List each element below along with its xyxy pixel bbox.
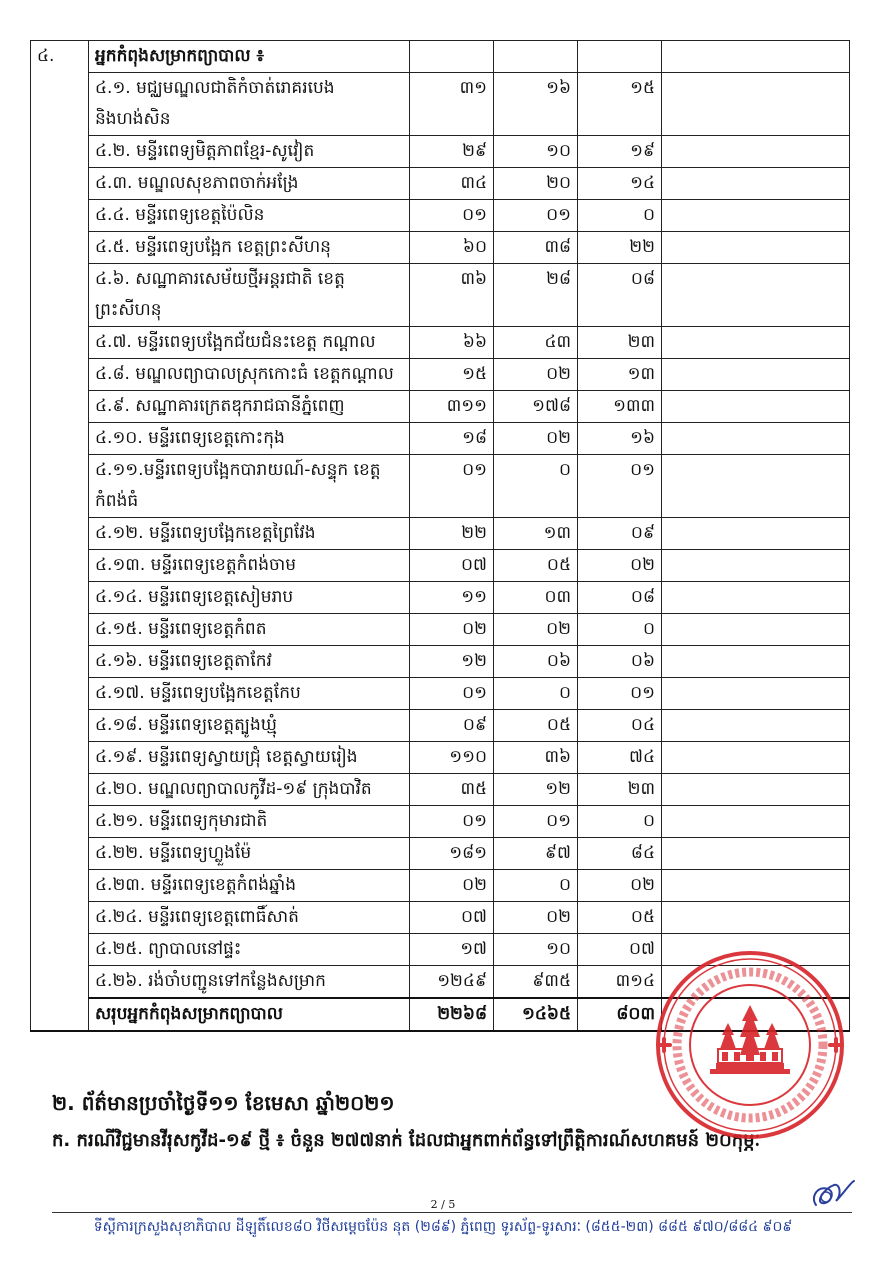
row-label: ៤.២៤. មន្ទីរពេទ្យខេត្តពោធិ៍សាត់: [89, 902, 410, 934]
table-row: [31, 582, 850, 614]
section-number: ៤.: [31, 41, 89, 73]
row-label: ៤.២. មន្ទីរពេទ្យមិត្តភាពខ្មែរ-សូវៀត: [89, 136, 410, 168]
row-label: ៤.១៣. មន្ទីរពេទ្យខេត្តកំពង់ចាម: [89, 550, 410, 582]
value-male: ៩៧: [494, 838, 578, 870]
index-cell: [31, 391, 89, 423]
value-male: ១៣: [494, 518, 578, 550]
value-male: ០៣: [494, 582, 578, 614]
empty-cell: [662, 232, 850, 264]
value-male: ៩៣៥: [494, 966, 578, 999]
row-label: ៤.២២. មន្ទីរពេទ្យហ្លួងម៉ែ: [89, 838, 410, 870]
value-male: ០១: [494, 806, 578, 838]
table-row: [31, 327, 850, 359]
value-total: ១៨១: [410, 838, 494, 870]
row-label: ៤.១៨. មន្ទីរពេទ្យខេត្តត្បូងឃ្មុំ: [89, 710, 410, 742]
value-female: ៧៤: [578, 742, 662, 774]
index-cell: [31, 73, 89, 136]
value-total: ០១: [410, 806, 494, 838]
value-female: ២៣: [578, 774, 662, 806]
index-cell: [31, 359, 89, 391]
value-female: ០២: [578, 870, 662, 902]
empty-cell: [662, 264, 850, 327]
row-label: ៤.១០. មន្ទីរពេទ្យខេត្តកោះកុង: [89, 423, 410, 455]
value-male: ៣៨: [494, 232, 578, 264]
value-male: ០: [494, 678, 578, 710]
value-male: ០: [494, 455, 578, 518]
section-header: អ្នកកំពុងសម្រាកព្យាបាល ៖: [89, 41, 410, 73]
index-cell: [31, 646, 89, 678]
empty-cell: [662, 646, 850, 678]
index-cell: [31, 455, 89, 518]
index-cell: [31, 838, 89, 870]
value-male: ៣៦: [494, 742, 578, 774]
value-male: ០៥: [494, 710, 578, 742]
row-label: ៤.១. មជ្ឈមណ្ឌលជាតិកំចាត់រោគរបេង និងហង់សិន: [89, 73, 410, 136]
empty-cell: [662, 518, 850, 550]
index-cell: [31, 264, 89, 327]
value-male: ០២: [494, 423, 578, 455]
value-female: ០៥: [578, 902, 662, 934]
value-female: ០១: [578, 455, 662, 518]
value-total: ២៩: [410, 136, 494, 168]
index-cell: [31, 678, 89, 710]
index-cell: [31, 902, 89, 934]
value-male: ១២: [494, 774, 578, 806]
index-cell: [31, 582, 89, 614]
empty-cell: [662, 41, 850, 73]
value-male: ០២: [494, 359, 578, 391]
value-female: ២២: [578, 232, 662, 264]
row-label: ៤.៧. មន្ទីរពេទ្យបង្អែកជ័យជំនះខេត្ត កណ្ដាល: [89, 327, 410, 359]
total-value: ២២៦៨: [410, 998, 494, 1031]
table-row: [31, 742, 850, 774]
value-female: ១៤: [578, 168, 662, 200]
index-cell: [31, 136, 89, 168]
empty-cell: [578, 41, 662, 73]
footer-divider: [52, 1212, 852, 1213]
value-female: ៨៤: [578, 838, 662, 870]
index-cell: [31, 614, 89, 646]
row-label: ៤.៦. សណ្ឋាគារសេម័យថ្មីអន្តរជាតិ ខេត្តព្រះសីហនុ: [89, 264, 410, 327]
index-cell: [31, 200, 89, 232]
empty-cell: [662, 806, 850, 838]
value-male: ១០: [494, 934, 578, 966]
table-row: [31, 678, 850, 710]
row-label: ៤.១១.មន្ទីរពេទ្យបង្អែកបារាយណ៍-សន្ទុក ខេត្តកំពង់ធំ: [89, 455, 410, 518]
empty-cell: [662, 614, 850, 646]
total-label: សរុបអ្នកកំពុងសម្រាកព្យាបាល: [89, 998, 410, 1031]
empty-cell: [662, 359, 850, 391]
table-header-row: [31, 41, 850, 73]
table-row: [31, 232, 850, 264]
value-female: ១៩: [578, 136, 662, 168]
table-row: [31, 870, 850, 902]
hospital-table: [30, 40, 850, 1032]
value-female: ០: [578, 806, 662, 838]
value-male: ១៦: [494, 73, 578, 136]
empty-cell: [662, 455, 850, 518]
row-label: ៤.៣. មណ្ឌលសុខភាពចាក់អង្រែ: [89, 168, 410, 200]
table-row: [31, 73, 850, 136]
value-total: ១២៤៩: [410, 966, 494, 999]
empty-cell: [662, 678, 850, 710]
table-row: [31, 455, 850, 518]
row-label: ៤.១២. មន្ទីរពេទ្យបង្អែកខេត្តព្រៃវែង: [89, 518, 410, 550]
index-cell: [31, 327, 89, 359]
empty-cell: [662, 870, 850, 902]
empty-cell: [662, 710, 850, 742]
value-total: ០១: [410, 200, 494, 232]
index-cell: [31, 168, 89, 200]
total-female: ៨០៣: [578, 998, 662, 1031]
value-female: ០៨: [578, 582, 662, 614]
index-cell: [31, 998, 89, 1031]
value-female: ១៣: [578, 359, 662, 391]
table-row: [31, 264, 850, 327]
index-cell: [31, 423, 89, 455]
empty-cell: [662, 136, 850, 168]
value-female: ០៧: [578, 934, 662, 966]
table-row: [31, 614, 850, 646]
value-male: ១០: [494, 136, 578, 168]
row-label: ៤.១៦. មន្ទីរពេទ្យខេត្តតាកែវ: [89, 646, 410, 678]
table-row: [31, 168, 850, 200]
value-total: ៣១: [410, 73, 494, 136]
value-total: ៣៦: [410, 264, 494, 327]
value-female: ០៨: [578, 264, 662, 327]
table-row: [31, 200, 850, 232]
value-total: ១៥: [410, 359, 494, 391]
table-row: [31, 646, 850, 678]
table-row: [31, 518, 850, 550]
empty-cell: [662, 168, 850, 200]
empty-cell: [662, 327, 850, 359]
index-cell: [31, 550, 89, 582]
value-male: ០១: [494, 200, 578, 232]
empty-cell: [662, 838, 850, 870]
value-male: ៤៣: [494, 327, 578, 359]
index-cell: [31, 774, 89, 806]
index-cell: [31, 710, 89, 742]
signature-mark: [806, 1175, 858, 1215]
value-male: ០២: [494, 614, 578, 646]
empty-cell: [662, 73, 850, 136]
row-label: ៤.១៥. មន្ទីរពេទ្យខេត្តកំពត: [89, 614, 410, 646]
empty-cell: [662, 742, 850, 774]
page-number: 2 / 5: [430, 1198, 456, 1211]
value-female: ០៦: [578, 646, 662, 678]
table-row: [31, 806, 850, 838]
row-label: ៤.២៥. ព្យាបាលនៅផ្ទះ: [89, 934, 410, 966]
value-total: ០៧: [410, 902, 494, 934]
value-female: ៣១៤: [578, 966, 662, 999]
value-female: ០២: [578, 550, 662, 582]
value-total: ៦០: [410, 232, 494, 264]
value-female: ០១: [578, 678, 662, 710]
value-total: ១១: [410, 582, 494, 614]
empty-cell: [410, 41, 494, 73]
row-label: ៤.១៧. មន្ទីរពេទ្យបង្អែកខេត្តកែប: [89, 678, 410, 710]
empty-cell: [662, 423, 850, 455]
value-female: ០៤: [578, 710, 662, 742]
table-row: [31, 774, 850, 806]
value-total: ១៨: [410, 423, 494, 455]
empty-cell: [662, 774, 850, 806]
value-total: ៣១១: [410, 391, 494, 423]
row-label: ៤.១៩. មន្ទីរពេទ្យស្វាយជ្រុំ ខេត្តស្វាយរៀង: [89, 742, 410, 774]
value-total: ០១: [410, 455, 494, 518]
value-total: ០២: [410, 614, 494, 646]
official-stamp: [650, 945, 850, 1145]
value-male: ០៦: [494, 646, 578, 678]
value-total: ០២: [410, 870, 494, 902]
empty-cell: [662, 582, 850, 614]
value-total: ៣៤: [410, 168, 494, 200]
row-label: ៤.២១. មន្ទីរពេទ្យកុមារជាតិ: [89, 806, 410, 838]
row-label: ៤.២៣. មន្ទីរពេទ្យខេត្តកំពង់ឆ្នាំង: [89, 870, 410, 902]
row-label: ៤.៨. មណ្ឌលព្យាបាលស្រុកកោះធំ ខេត្តកណ្ដាល: [89, 359, 410, 391]
section-line: ក. ករណីវិជ្ជមានវីរុសកូវីដ-១៩ ថ្មី ៖ ចំនួន ២៧៧នាក់ ដែលជាអ្នកពាក់ព័ន្ធទៅព្រឹត្តិការណ៍សហគមន៍ ២០កុម្ភៈ: [52, 1130, 761, 1151]
value-male: ០៥: [494, 550, 578, 582]
value-total: ១១០: [410, 742, 494, 774]
row-label: ៤.១៤. មន្ទីរពេទ្យខេត្តសៀមរាប: [89, 582, 410, 614]
value-total: ១៧: [410, 934, 494, 966]
row-label: ៤.៤. មន្ទីរពេទ្យខេត្តប៉ៃលិន: [89, 200, 410, 232]
value-female: ១៣៣: [578, 391, 662, 423]
empty-cell: [662, 550, 850, 582]
value-total: ៦៦: [410, 327, 494, 359]
empty-cell: [662, 391, 850, 423]
index-cell: [31, 232, 89, 264]
row-label: ៤.២៦. រង់ចាំបញ្ជូនទៅកន្លែងសម្រាក: [89, 966, 410, 999]
table-row: [31, 902, 850, 934]
value-female: ១៥: [578, 73, 662, 136]
value-male: ១៧៨: [494, 391, 578, 423]
value-female: ០: [578, 614, 662, 646]
empty-cell: [494, 41, 578, 73]
index-cell: [31, 870, 89, 902]
table-row: [31, 136, 850, 168]
value-female: ០៩: [578, 518, 662, 550]
empty-cell: [662, 902, 850, 934]
index-cell: [31, 742, 89, 774]
table-row: [31, 359, 850, 391]
row-label: ៤.២០. មណ្ឌលព្យាបាលកូវីដ-១៩ ក្រុងបាវិត: [89, 774, 410, 806]
total-male: ១៤៦៥: [494, 998, 578, 1031]
value-total: ១២: [410, 646, 494, 678]
value-female: ២៣: [578, 327, 662, 359]
value-total: ២២: [410, 518, 494, 550]
value-female: ១៦: [578, 423, 662, 455]
footer-address: ទីស្តីការក្រសួងសុខាភិបាល ដីឡូតិ៍លេខ៨០ វិថីសម្ដេចប៉ែន នុត (២៨៩) ភ្នំពេញ ទូរស័ព្ទ-ទូរសារៈ (៨៥៥-២៣) ៨៨៥ ៩៧០/៨៨៤ ៩០៩: [93, 1219, 793, 1235]
table-row: [31, 423, 850, 455]
index-cell: [31, 966, 89, 999]
index-cell: [31, 518, 89, 550]
table-body: [31, 41, 850, 1032]
value-total: ០៩: [410, 710, 494, 742]
value-male: ០: [494, 870, 578, 902]
value-total: ០១: [410, 678, 494, 710]
row-label: ៤.៩. សណ្ឋាគារក្រេតឌុករាជធានីភ្នំពេញ: [89, 391, 410, 423]
table-row: [31, 391, 850, 423]
value-male: ២៨: [494, 264, 578, 327]
empty-cell: [662, 200, 850, 232]
index-cell: [31, 934, 89, 966]
value-female: ០: [578, 200, 662, 232]
value-total: ០៧: [410, 550, 494, 582]
value-male: ២០: [494, 168, 578, 200]
index-cell: [31, 806, 89, 838]
table-row: [31, 550, 850, 582]
row-label: ៤.៥. មន្ទីរពេទ្យបង្អែក ខេត្តព្រះសីហនុ: [89, 232, 410, 264]
value-male: ០២: [494, 902, 578, 934]
section-title: ២. ព័ត៌មានប្រចាំថ្ងៃទី១១ ខែមេសា ឆ្នាំ២០២១: [52, 1091, 395, 1115]
value-total: ៣៥: [410, 774, 494, 806]
table-row: [31, 710, 850, 742]
table-row: [31, 838, 850, 870]
